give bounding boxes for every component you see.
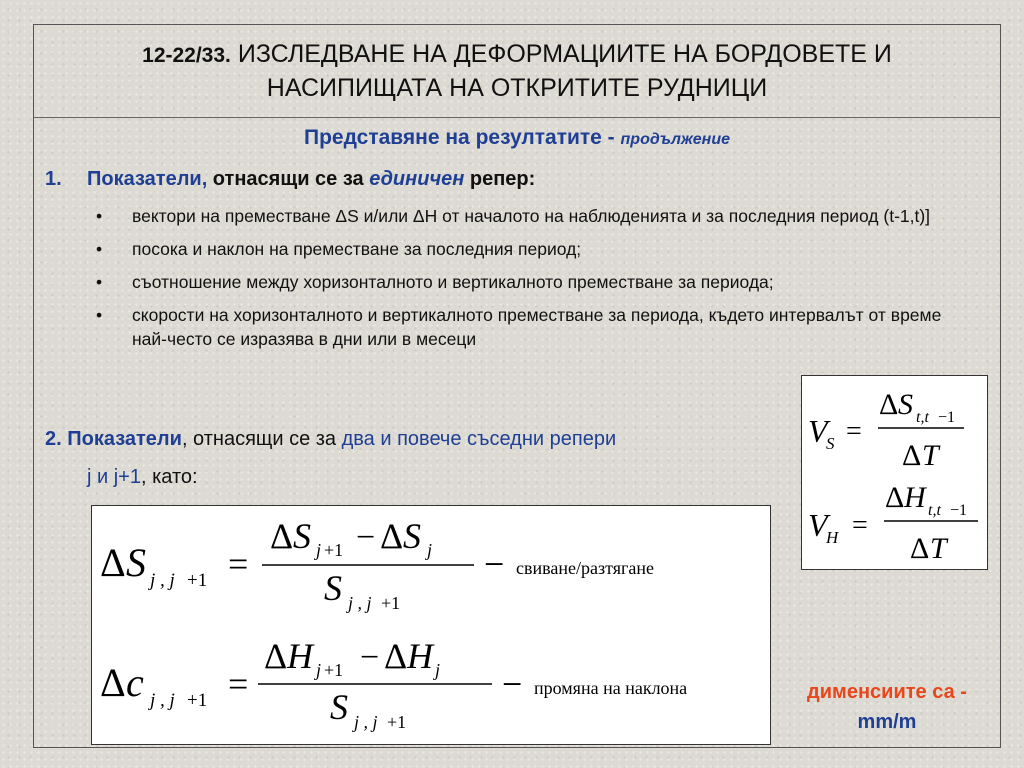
subtitle-main: Представяне на резултатите - <box>303 126 621 149</box>
svg-text:T: T <box>922 439 939 472</box>
svg-text:j , j: j , j <box>150 570 175 591</box>
slide-title <box>33 38 1001 104</box>
svg-text:=: = <box>228 544 249 584</box>
svg-text:=: = <box>228 664 249 704</box>
formula-1-note: свиване/разтягане <box>516 558 654 578</box>
section-2-part3: два и повече съседни репери <box>341 428 617 450</box>
formula-delta-s <box>100 516 654 613</box>
svg-text:−: − <box>356 519 376 556</box>
section-1-part2: отнасящи се за <box>207 168 370 190</box>
svg-text:Δ: Δ <box>380 516 404 556</box>
svg-text:Δ: Δ <box>100 540 126 585</box>
svg-text:−1: −1 <box>950 502 968 519</box>
subtitle-continuation: продължение <box>620 131 731 148</box>
svg-text:j: j <box>316 540 322 560</box>
section-1-number: 1. <box>45 168 62 190</box>
deformation-formulas <box>92 506 772 746</box>
title-divider <box>33 117 1001 118</box>
svg-text:t,t: t,t <box>928 502 941 519</box>
formula-vh <box>808 481 978 565</box>
svg-text:+1: +1 <box>187 570 208 591</box>
svg-text:+1: +1 <box>381 593 401 613</box>
section-2-label: 2. Показатели <box>45 428 182 450</box>
svg-text:Δ: Δ <box>270 516 294 556</box>
svg-text:Δ: Δ <box>902 439 922 472</box>
svg-text:+1: +1 <box>387 712 407 732</box>
svg-text:H: H <box>287 636 313 676</box>
svg-text:S: S <box>403 516 421 556</box>
velocity-formula-box <box>801 375 988 570</box>
dimensions-line1: дименсиите са - <box>807 681 967 703</box>
svg-text:j: j <box>316 660 322 680</box>
svg-text:j , j: j , j <box>354 712 378 732</box>
section-1-part1: Показатели, <box>87 168 208 190</box>
dimensions-note <box>772 677 1002 737</box>
svg-text:S: S <box>293 516 311 556</box>
svg-text:c: c <box>126 660 144 705</box>
section-2-indices: j и j+1 <box>87 466 141 488</box>
section-1-part4: репер: <box>464 168 536 190</box>
section-2-heading <box>45 428 616 451</box>
svg-text:+1: +1 <box>324 540 344 560</box>
svg-text:V: V <box>808 413 828 449</box>
title-line2: НАСИПИЩАТА НА ОТКРИТИТЕ РУДНИЦИ <box>266 74 768 102</box>
svg-text:−1: −1 <box>938 409 956 426</box>
svg-text:Δ: Δ <box>100 660 126 705</box>
svg-text:Δ: Δ <box>879 388 899 421</box>
svg-text:S: S <box>330 687 348 727</box>
svg-text:−: − <box>502 664 523 704</box>
formula-delta-c <box>100 636 687 732</box>
svg-text:Δ: Δ <box>264 636 288 676</box>
svg-text:=: = <box>852 510 868 541</box>
svg-text:−: − <box>360 639 380 676</box>
svg-text:Δ: Δ <box>384 636 408 676</box>
svg-text:Δ: Δ <box>910 532 930 565</box>
section-2-subline <box>87 466 198 489</box>
title-code: 12-22/33. <box>142 44 231 67</box>
svg-text:S: S <box>826 434 835 453</box>
svg-text:T: T <box>930 532 947 565</box>
section-1-part3: единичен <box>369 168 465 190</box>
svg-text:V: V <box>808 507 828 543</box>
svg-text:H: H <box>407 636 433 676</box>
svg-text:−: − <box>484 544 505 584</box>
svg-text:j: j <box>427 540 433 560</box>
relative-deformation-formula-box <box>91 505 771 745</box>
velocity-formulas <box>802 376 989 571</box>
svg-text:H: H <box>904 481 926 514</box>
svg-text:j: j <box>435 660 441 680</box>
svg-text:H: H <box>826 528 839 547</box>
indicator-list <box>96 204 976 360</box>
svg-text:+1: +1 <box>187 690 208 711</box>
section-2-part2: , отнасящи се за <box>181 428 342 450</box>
svg-text:S: S <box>126 540 146 585</box>
section-2-line2-end: , като: <box>140 466 198 488</box>
formula-2-note: промяна на наклона <box>534 678 688 698</box>
title-line1: ИЗСЛЕДВАНЕ НА ДЕФОРМАЦИИТЕ НА БОРДОВЕТЕ И <box>237 40 892 68</box>
list-item: • вектори на преместване ΔS и/или ΔH от началото на наблюденията и за последния период (t-1,t)] <box>96 204 976 228</box>
svg-text:j , j: j , j <box>348 593 372 613</box>
svg-text:S: S <box>898 388 913 421</box>
section-1-heading <box>45 168 535 191</box>
svg-text:t,t: t,t <box>916 409 929 426</box>
dimensions-unit: mm/m <box>857 711 917 733</box>
slide-subtitle <box>33 126 1001 150</box>
svg-text:j , j: j , j <box>150 690 175 711</box>
svg-text:Δ: Δ <box>885 481 905 514</box>
svg-text:=: = <box>846 416 862 447</box>
list-item: • посока и наклон на преместване за последния период; <box>96 237 976 261</box>
list-item: • съотношение между хоризонталното и вертикалното преместване за периода; <box>96 270 976 294</box>
list-item: • скорости на хоризонталното и вертикалното преместване за периода, където интервалът от време най-често се изразява в дни или в месеци <box>96 303 976 351</box>
svg-text:S: S <box>324 568 342 608</box>
formula-vs <box>808 388 964 472</box>
svg-text:+1: +1 <box>324 660 344 680</box>
